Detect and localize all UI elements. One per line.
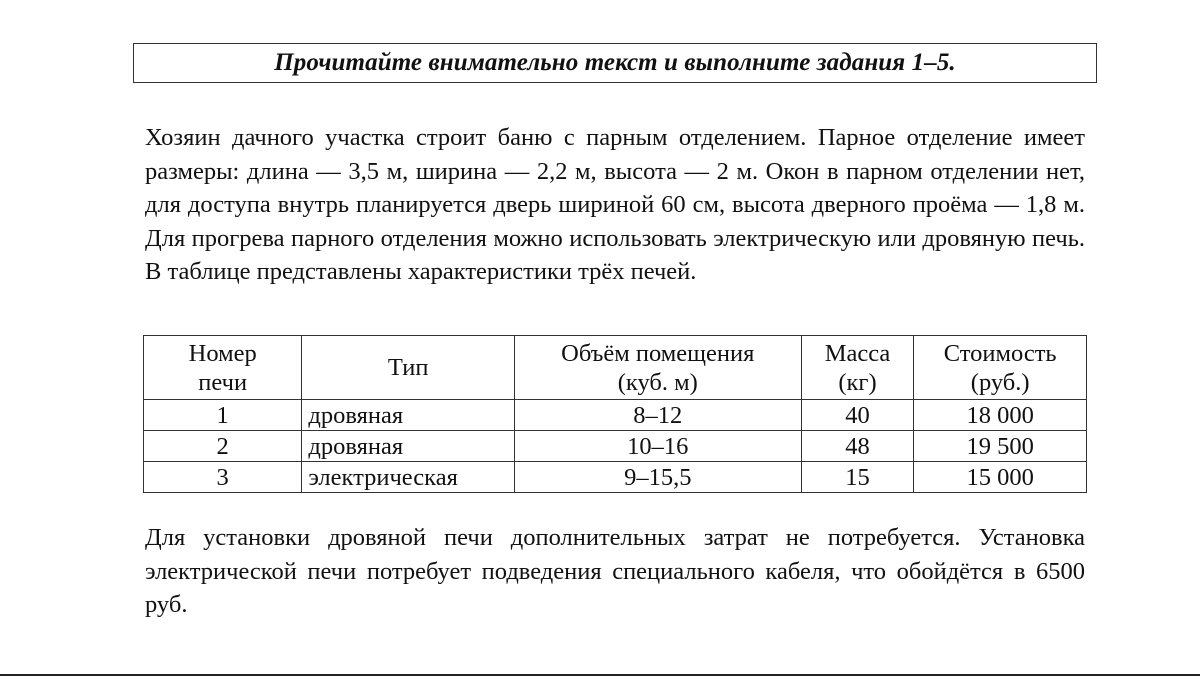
- instruction-box: [133, 43, 1097, 83]
- header-cost-line1: Стоимость: [943, 339, 1057, 367]
- instruction-title: Прочитайте внимательно текст и выполните задания 1–5.: [274, 49, 956, 76]
- cell-cost: 19 500: [914, 431, 1087, 462]
- header-cost: [914, 336, 1087, 400]
- table-row: [144, 400, 1087, 431]
- table-header-row: [144, 336, 1087, 400]
- page-bottom-divider: [0, 674, 1200, 676]
- intro-paragraph: Хозяин дачного участка строит баню с парным отделением. Парное отделение имеет размеры: длина — 3,5 м, ширина — 2,2 м, высота — 2 м. Окон в парном отделении нет, для доступа внутрь планируется дверь шириной 60 см, высота дверного проёма — 1,8 м. Для прогрева парного отделения можно использовать электрическую или дровяную печь. В таблице представлены характеристики трёх печей.: [145, 124, 1085, 285]
- cell-cost: 18 000: [914, 400, 1087, 431]
- cell-volume: 9–15,5: [514, 462, 801, 493]
- header-number-line1: Номер: [188, 339, 257, 367]
- cell-type: электрическая: [302, 462, 515, 493]
- header-number: [144, 336, 302, 400]
- header-type-label: Тип: [387, 354, 429, 381]
- cell-number: 1: [144, 400, 302, 431]
- cell-volume: 10–16: [514, 431, 801, 462]
- header-cost-line2: (руб.): [970, 368, 1030, 396]
- cell-mass: 40: [801, 400, 914, 431]
- cell-mass: 15: [801, 462, 914, 493]
- header-volume: [514, 336, 801, 400]
- header-type: [302, 336, 515, 400]
- cell-number: 3: [144, 462, 302, 493]
- table-row: [144, 462, 1087, 493]
- cell-cost: 15 000: [914, 462, 1087, 493]
- header-mass-line1: Масса: [824, 339, 891, 367]
- stoves-table: [143, 335, 1087, 493]
- cell-volume: 8–12: [514, 400, 801, 431]
- table-row: [144, 431, 1087, 462]
- cell-mass: 48: [801, 431, 914, 462]
- outro-paragraph: Для установки дровяной печи дополнительных затрат не потребуется. Установка электрической печи потребует подведения специального кабеля, что обойдётся в 6500 руб.: [145, 524, 1085, 618]
- header-volume-line2: (куб. м): [617, 368, 698, 396]
- cell-type: дровяная: [302, 400, 515, 431]
- header-mass: [801, 336, 914, 400]
- cell-number: 2: [144, 431, 302, 462]
- cell-type: дровяная: [302, 431, 515, 462]
- header-volume-line1: Объём помещения: [561, 339, 755, 367]
- header-mass-line2: (кг): [838, 368, 877, 396]
- header-number-line2: печи: [198, 368, 248, 396]
